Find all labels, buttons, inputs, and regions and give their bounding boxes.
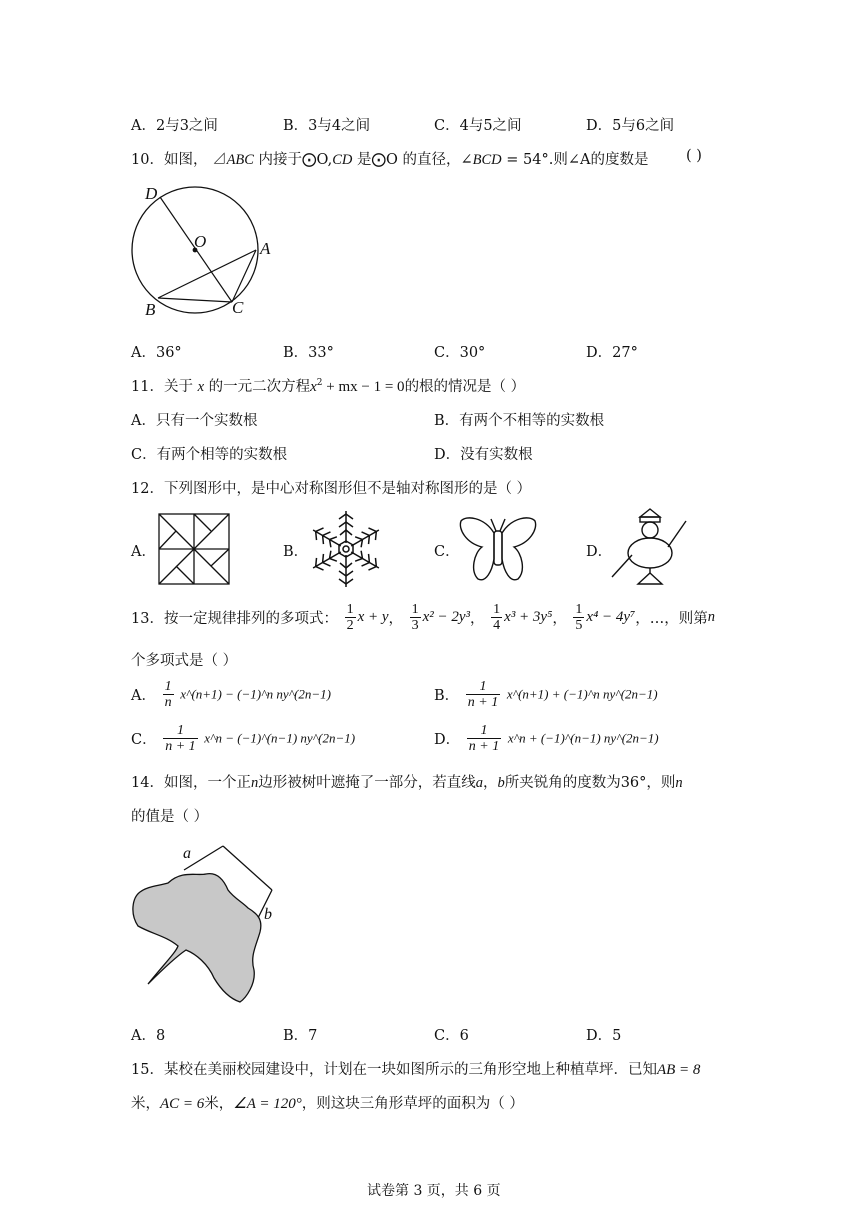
q14-option-c: C．6: [434, 1028, 469, 1044]
q11-option-b: B．有两个不相等的实数根: [434, 413, 605, 429]
segment-bc: [158, 298, 232, 302]
q10-option-b: B．33°: [283, 345, 334, 361]
q13-stem: 13．按一定规律排列的多项式： $\frac{1}{2}$ x + y， $\frac{1}{3}$ x² − 2y³， $\frac{1}{4}$ x³ + 3y⁵， $\frac{1}{5}$ x⁴ − 4y⁷，…，则第n: [131, 602, 716, 633]
page-footer: 试卷第 3 页，共 6 页: [367, 1183, 501, 1199]
q13-term4-frac: $\frac{1}{5}$: [575, 602, 583, 633]
q10-answer-paren: ( ): [686, 148, 702, 164]
snowman-bird-figure: [610, 507, 700, 587]
pinwheel-figure: [158, 513, 230, 585]
q13-option-a: A． $\frac{1}{n}$ x^(n+1) − (−1)^n ny^(2n−1): [131, 679, 332, 710]
q12-option-c-letter: C．: [434, 544, 460, 560]
q10-option-c: C．30°: [434, 345, 486, 361]
q14-leaf-polygon-figure: [128, 838, 278, 1008]
q14-line2: 的值是（ ）: [131, 809, 209, 825]
q11-stem: 11．关于 x 的一元二次方程$x^2$ + mx − 1 = 0的根的情况是（ ）: [131, 378, 526, 395]
q13-term3-frac: $\frac{1}{4}$: [493, 602, 501, 633]
q13-term1-frac: $\frac{1}{2}$: [346, 602, 354, 633]
label-c: C: [232, 298, 244, 317]
q14-stem: 14．如图，一个正n边形被树叶遮掩了一部分，若直线a，b所夹锐角的度数为36°，则n: [131, 775, 683, 791]
q13-option-c: C． $\frac{1}{n + 1}$ x^n − (−1)^(n−1) ny^(2n−1): [131, 723, 356, 754]
leaf-shape: [133, 874, 261, 1002]
q14-option-d: D．5: [586, 1028, 622, 1044]
q9-option-b: B．3与4之间: [283, 118, 371, 134]
q9-option-c: C．4与5之间: [434, 118, 522, 134]
q12-option-a-letter: A．: [131, 544, 156, 560]
q12-stem: 12．下列图形中，是中心对称图形但不是轴对称图形的是（ ）: [131, 481, 532, 497]
label-line-b: b: [264, 906, 272, 923]
q14-option-b: B．7: [283, 1028, 318, 1044]
q10-stem: 10．如图， ⊿ABC 内接于⨀O,CD 是⨀O 的直径，∠BCD = 54°.则∠A的度数是: [131, 152, 649, 168]
label-o: O: [194, 232, 207, 251]
q9-option-a: A．2与3之间: [131, 118, 218, 134]
q13-option-d: D． $\frac{1}{n + 1}$ x^n + (−1)^(n−1) ny^(2n−1): [434, 723, 659, 754]
label-a: A: [260, 239, 271, 258]
q10-option-a: A．36°: [131, 345, 182, 361]
q15-line1: 15．某校在美丽校园建设中，计划在一块如图所示的三角形空地上种植草坪．已知AB = 8: [131, 1062, 701, 1078]
q13-line2: 个多项式是（ ）: [131, 653, 238, 669]
q12-option-b-letter: B．: [283, 544, 309, 560]
q11-option-a: A．只有一个实数根: [131, 413, 258, 429]
q13-term2-frac: $\frac{1}{3}$: [411, 602, 419, 633]
label-b: B: [145, 300, 156, 319]
q11-option-d: D．没有实数根: [434, 447, 533, 463]
q14-option-a: A．8: [131, 1028, 166, 1044]
label-d: D: [145, 184, 158, 203]
q12-option-d-letter: D．: [586, 544, 613, 560]
label-line-a: a: [183, 845, 191, 862]
q13-option-b: B． $\frac{1}{n + 1}$ x^(n+1) + (−1)^n ny^(2n−1): [434, 679, 658, 710]
q11-option-c: C．有两个相等的实数根: [131, 447, 288, 463]
q15-line2: 米，AC = 6米，∠A = 120°，则这块三角形草坪的面积为（ ）: [131, 1096, 524, 1112]
q9-option-d: D．5与6之间: [586, 118, 675, 134]
snowflake-figure: [305, 508, 387, 590]
butterfly-figure: [458, 513, 538, 585]
q10-option-d: D．27°: [586, 345, 638, 361]
segment-ba: [158, 250, 256, 298]
